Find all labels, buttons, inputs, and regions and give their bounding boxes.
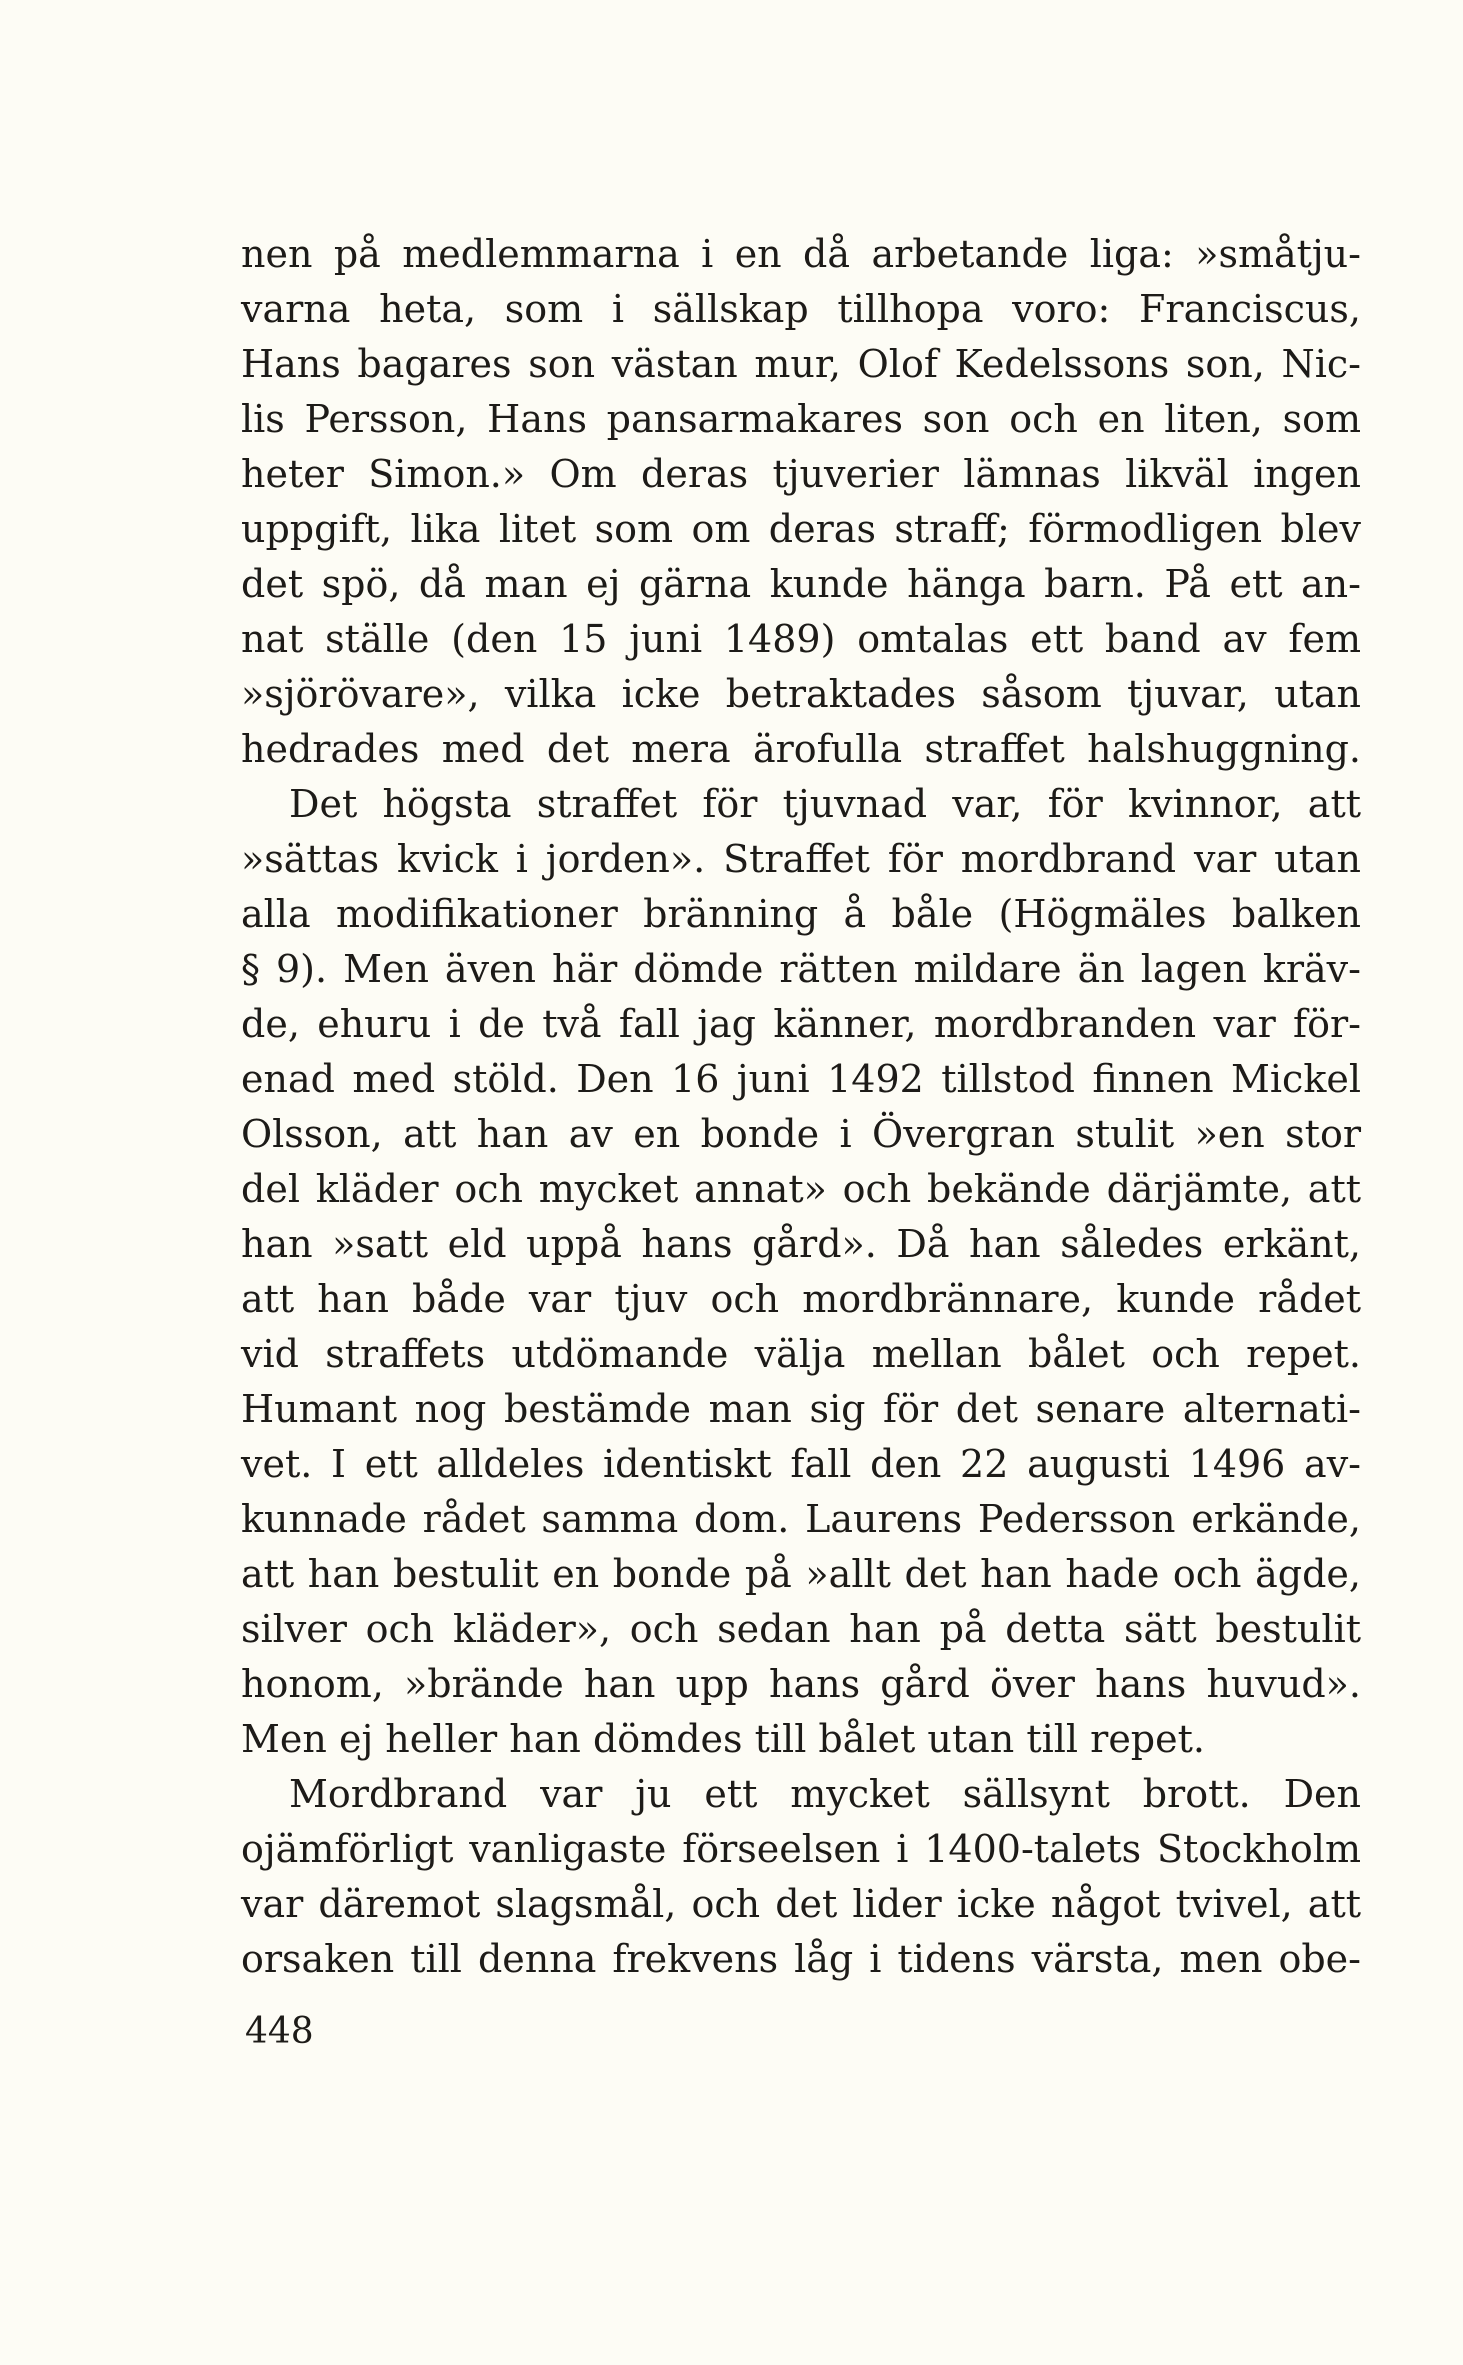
text-line: Olsson, att han av en bonde i Övergran stulit »en stor: [241, 1112, 1361, 1156]
text-line-paragraph-start: Det högsta straffet för tjuvnad var, för kvinnor, att: [289, 782, 1361, 826]
text-line: nen på medlemmarna i en då arbetande liga: »småtju-: [241, 232, 1361, 276]
text-line: Hans bagares son västan mur, Olof Kedelssons son, Nic-: [241, 342, 1361, 386]
text-line: vet. I ett alldeles identiskt fall den 22 augusti 1496 av-: [241, 1442, 1361, 1486]
text-line: han »satt eld uppå hans gård». Då han således erkänt,: [241, 1222, 1361, 1266]
text-line: silver och kläder», och sedan han på detta sätt bestulit: [241, 1607, 1361, 1651]
text-line: att han både var tjuv och mordbrännare, kunde rådet: [241, 1277, 1361, 1321]
text-line: det spö, då man ej gärna kunde hänga barn. På ett an-: [241, 562, 1361, 606]
text-line: ojämförligt vanligaste förseelsen i 1400-talets Stockholm: [241, 1827, 1361, 1871]
text-line: enad med stöld. Den 16 juni 1492 tillstod finnen Mickel: [241, 1057, 1361, 1101]
text-line: lis Persson, Hans pansarmakares son och en liten, som: [241, 397, 1361, 441]
text-line: de, ehuru i de två fall jag känner, mordbranden var för-: [241, 1002, 1361, 1046]
text-line: Humant nog bestämde man sig för det senare alternati-: [241, 1387, 1361, 1431]
text-line: hedrades med det mera ärofulla straffet halshuggning.: [241, 727, 1361, 771]
text-line: nat ställe (den 15 juni 1489) omtalas ett band av fem: [241, 617, 1361, 661]
text-line: alla modifikationer bränning å båle (Högmäles balken: [241, 892, 1361, 936]
text-line-paragraph-start: Mordbrand var ju ett mycket sällsynt brott. Den: [289, 1772, 1361, 1816]
text-line: heter Simon.» Om deras tjuverier lämnas likväl ingen: [241, 452, 1361, 496]
text-line: kunnade rådet samma dom. Laurens Pedersson erkände,: [241, 1497, 1361, 1541]
text-line: uppgift, lika litet som om deras straff; förmodligen blev: [241, 507, 1361, 551]
text-line: »sjörövare», vilka icke betraktades såsom tjuvar, utan: [241, 672, 1361, 716]
text-line: var däremot slagsmål, och det lider icke något tvivel, att: [241, 1882, 1361, 1926]
text-line: att han bestulit en bonde på »allt det han hade och ägde,: [241, 1552, 1361, 1596]
text-line: orsaken till denna frekvens låg i tidens värsta, men obe-: [241, 1937, 1361, 1981]
text-line: varna heta, som i sällskap tillhopa voro: Franciscus,: [241, 287, 1361, 331]
page-number: 448: [245, 2011, 314, 2052]
text-line: del kläder och mycket annat» och bekände därjämte, att: [241, 1167, 1361, 1211]
text-line: honom, »brände han upp hans gård över hans huvud».: [241, 1662, 1361, 1706]
text-line-paragraph-end: Men ej heller han dömdes till bålet utan till repet.: [241, 1717, 1205, 1761]
text-line: »sättas kvick i jorden». Straffet för mordbrand var utan: [241, 837, 1361, 881]
text-line: § 9). Men även här dömde rätten mildare än lagen kräv-: [241, 947, 1361, 991]
text-line: vid straffets utdömande välja mellan bålet och repet.: [241, 1332, 1361, 1376]
